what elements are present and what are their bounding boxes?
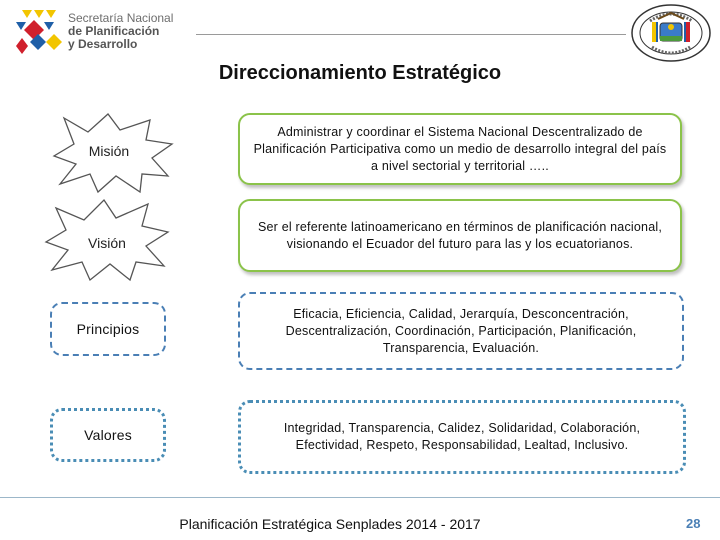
page-title: Direccionamiento Estratégico [218,62,502,84]
mision-label: Misión [88,143,130,159]
vision-text: Ser el referente latinoamericano en términos de planificación nacional, visionando el Ecuador del futuro para las y los ecuatorianos. [257,219,662,251]
logo-line-1: Secretaría Nacional [68,11,174,25]
coat-of-arms-icon [630,3,712,63]
vision-label: Visión [88,235,126,251]
header-divider [196,34,626,35]
principios-label-box [50,302,166,356]
principios-text: Eficacia, Eficiencia, Calidad, Jerarquía, Desconcentración, Descentralización, Coordinación, Participación, Planificación, Transparencia, Evaluación. [285,306,637,355]
valores-text: Integridad, Transparencia, Calidez, Solidaridad, Colaboración, Efectividad, Respeto, Responsabilidad, Lealtad, Inclusivo. [283,421,641,452]
senplades-emblem-icon [14,8,66,56]
principios-label: Principios [76,320,140,337]
valores-label-box [50,408,166,462]
logo-text [68,12,173,51]
footer-text: Planificación Estratégica Senplades 2014 - 2017 [179,516,481,532]
footer-divider [0,497,720,498]
principios-box [238,292,684,370]
ecuador-seal [630,3,712,63]
logo-line-3: y Desarrollo [68,37,138,51]
valores-box [238,400,686,474]
logo-line-2: de Planificación [68,24,160,38]
vision-box [238,199,682,272]
mision-text: Administrar y coordinar el Sistema Nacional Descentralizado de Planificación Participativa como un medio de desarrollo integral del país a nivel sectorial y territorial ….. [253,124,667,173]
page-number: 28 [686,516,701,531]
mision-box [238,113,682,185]
valores-label: Valores [84,426,132,443]
